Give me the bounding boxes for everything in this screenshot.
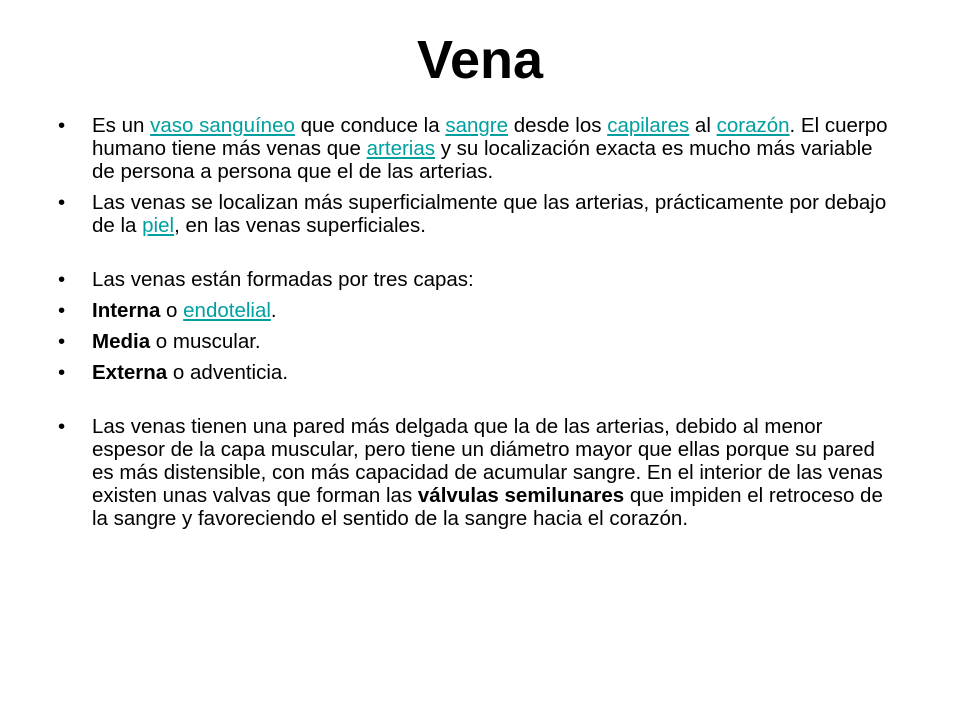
bullet-text: o muscular. — [150, 330, 261, 353]
slide-title: Vena — [416, 30, 544, 90]
bullet-dot-icon: • — [58, 361, 66, 384]
bullet-item — [58, 114, 898, 183]
bullet-dot-icon: • — [58, 299, 66, 322]
bullet-text: Las venas tienen una pared más delgada que la de las arterias, debido al menor espesor de la capa muscular, pero tiene un diámetro mayor que ellas porque su pared es más distensible, con más capacidad de acumular sangre. En el interior de las venas existen unas valvas que forman las — [92, 415, 883, 507]
link-capilares[interactable]: capilares — [607, 114, 690, 137]
bullet-text: y su localización exacta es mucho más variable de persona a persona que el de las arterias. — [92, 137, 873, 183]
bullet-text: Es un — [92, 114, 151, 137]
bullet-text: o — [160, 299, 184, 322]
bullet-dot-icon: • — [58, 415, 66, 438]
bullet-text: . — [270, 299, 277, 322]
bullet-text: que impiden el retroceso de la sangre y favoreciendo el sentido de la sangre hacia el corazón. — [92, 484, 883, 530]
link-piel[interactable]: piel — [142, 214, 175, 237]
bullet-text: . El cuerpo humano tiene más venas que — [92, 114, 888, 160]
bullet-dot-icon: • — [58, 330, 66, 353]
link-vaso-sanguineo[interactable]: vaso sanguíneo — [150, 114, 295, 137]
bullet-text: , en las venas superficiales. — [174, 214, 426, 237]
bullet-bold-text: Media — [92, 330, 151, 353]
bullet-item — [58, 268, 898, 291]
link-sangre[interactable]: sangre — [445, 114, 509, 137]
link-endotelial[interactable]: endotelial — [183, 299, 271, 322]
bullet-text: o adventicia. — [167, 361, 289, 384]
bullet-item — [58, 299, 898, 322]
bullet-item — [58, 361, 898, 384]
bullet-list — [58, 114, 898, 538]
link-corazon[interactable]: corazón — [716, 114, 790, 137]
bullet-text: desde los — [508, 114, 608, 137]
bullet-dot-icon: • — [58, 114, 66, 137]
bullet-item — [58, 330, 898, 353]
bullet-text: Las venas se localizan más superficialmente que las arterias, prácticamente por debajo de la — [92, 191, 887, 237]
bullet-bold-text: válvulas semilunares — [417, 484, 625, 507]
bullet-text: que conduce la — [294, 114, 446, 137]
bullet-bold-text: Interna — [92, 299, 161, 322]
bullet-text: Las venas están formadas por tres capas: — [92, 268, 474, 291]
bullet-dot-icon: • — [58, 268, 66, 291]
bullet-dot-icon: • — [58, 191, 66, 214]
bullet-bold-text: Externa — [92, 361, 168, 384]
bullet-item — [58, 415, 898, 530]
bullet-text: al — [689, 114, 717, 137]
bullet-item — [58, 191, 898, 237]
link-arterias[interactable]: arterias — [366, 137, 436, 160]
